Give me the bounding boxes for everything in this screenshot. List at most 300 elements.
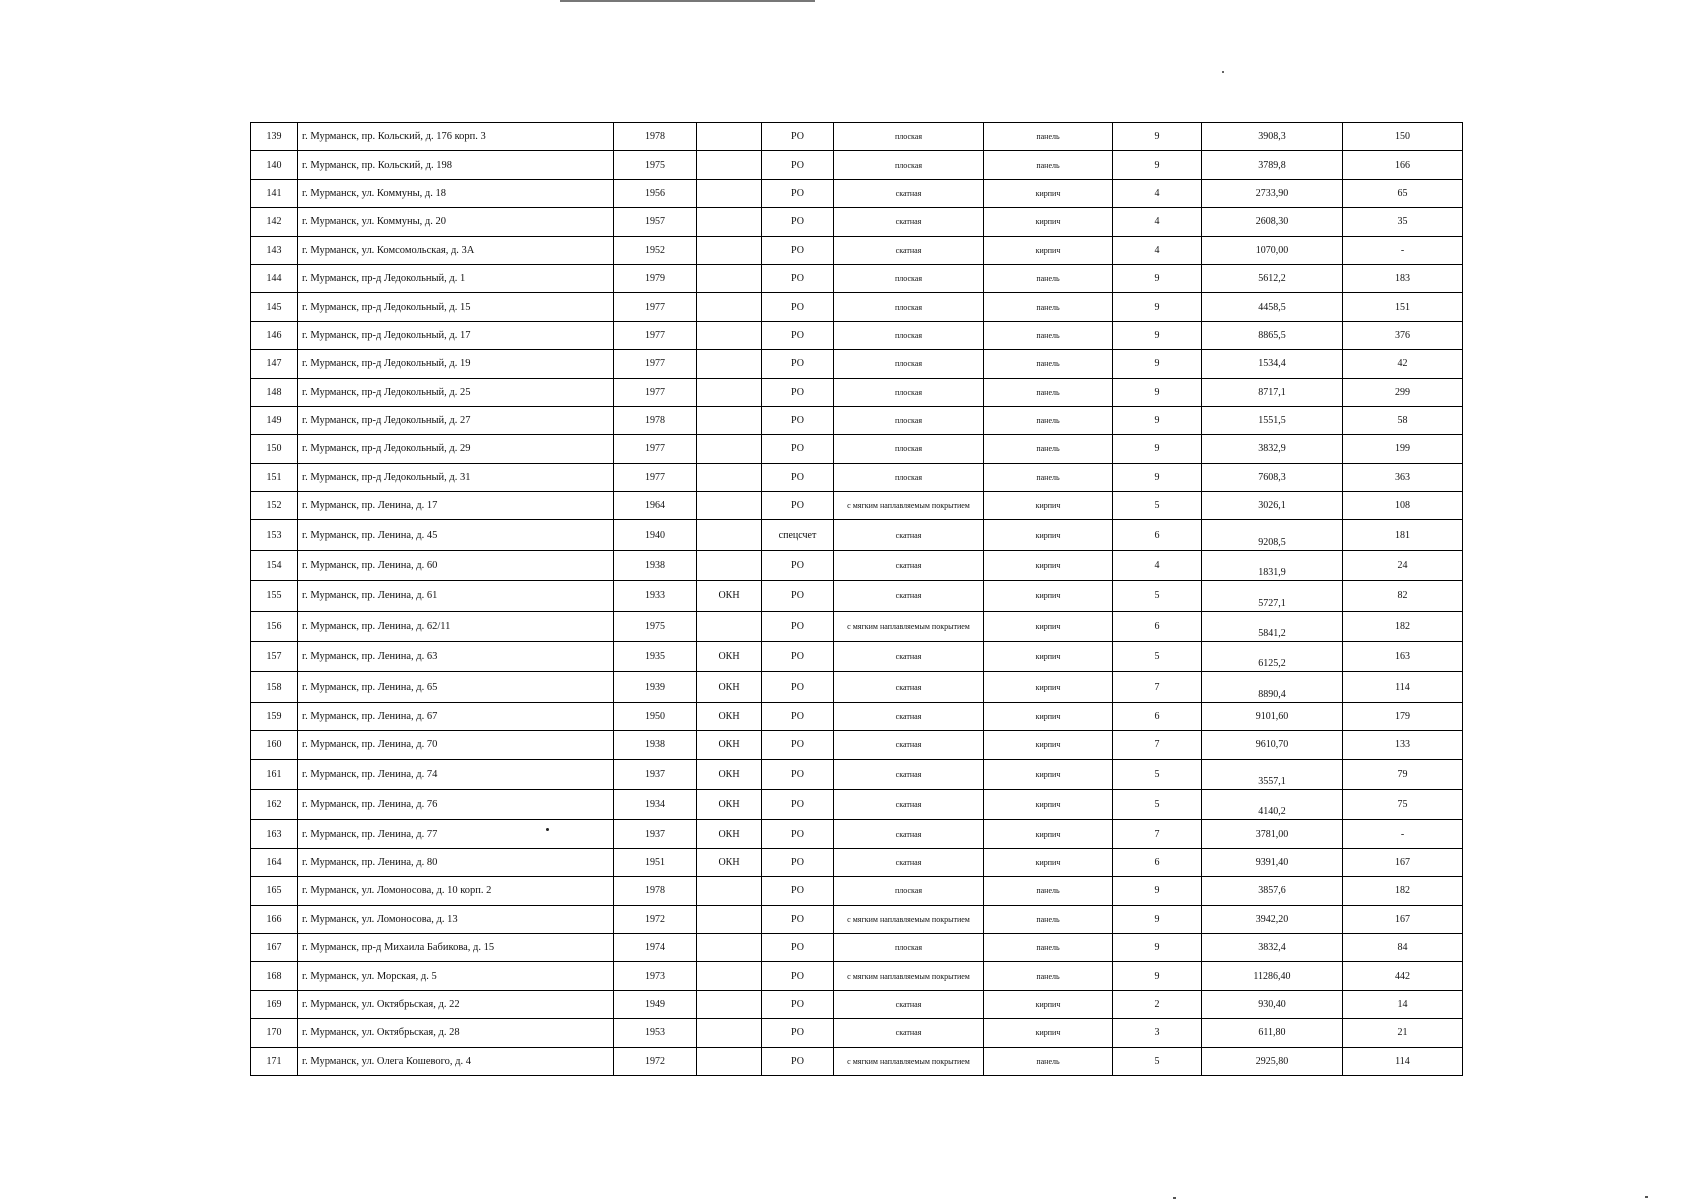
area-cell: 2608,30 (1202, 208, 1343, 236)
address-cell: г. Мурманск, пр. Ленина, д. 76 (298, 789, 614, 819)
floors-cell: 5 (1113, 1047, 1202, 1075)
address-cell: г. Мурманск, пр-д Ледокольный, д. 15 (298, 293, 614, 321)
row-number-cell: 152 (251, 492, 298, 520)
floors-cell: 6 (1113, 520, 1202, 550)
address-cell: г. Мурманск, пр-д Ледокольный, д. 31 (298, 463, 614, 491)
table-row (251, 731, 1463, 759)
row-number-cell: 160 (251, 731, 298, 759)
heritage-status-cell: ОКН (697, 789, 762, 819)
residents-cell: - (1343, 820, 1463, 848)
residents-cell: 82 (1343, 581, 1463, 611)
table-row (251, 611, 1463, 641)
fund-method-cell: РО (762, 378, 834, 406)
wall-material-cell: панель (984, 435, 1113, 463)
heritage-status-cell: ОКН (697, 642, 762, 672)
row-number-cell: 148 (251, 378, 298, 406)
residents-cell: - (1343, 236, 1463, 264)
row-number-cell: 140 (251, 151, 298, 179)
year-built-cell: 1977 (614, 463, 697, 491)
wall-material-cell: панель (984, 293, 1113, 321)
row-number-cell: 150 (251, 435, 298, 463)
heritage-status-cell (697, 990, 762, 1018)
area-cell: 3781,00 (1202, 820, 1343, 848)
row-number-cell: 163 (251, 820, 298, 848)
table-row (251, 520, 1463, 550)
row-number-cell: 161 (251, 759, 298, 789)
roof-type-cell: плоская (834, 151, 984, 179)
heritage-status-cell (697, 1019, 762, 1047)
floors-cell: 5 (1113, 642, 1202, 672)
wall-material-cell: кирпич (984, 1019, 1113, 1047)
year-built-cell: 1952 (614, 236, 697, 264)
roof-type-cell: скатная (834, 820, 984, 848)
residents-cell: 376 (1343, 321, 1463, 349)
row-number-cell: 156 (251, 611, 298, 641)
row-number-cell: 144 (251, 264, 298, 292)
row-number-cell: 159 (251, 702, 298, 730)
wall-material-cell: кирпич (984, 702, 1113, 730)
floors-cell: 9 (1113, 151, 1202, 179)
floors-cell: 2 (1113, 990, 1202, 1018)
residents-cell: 183 (1343, 264, 1463, 292)
roof-type-cell: скатная (834, 179, 984, 207)
fund-method-cell: РО (762, 642, 834, 672)
roof-type-cell: плоская (834, 123, 984, 151)
area-cell: 6125,2 (1202, 642, 1343, 672)
residents-cell: 58 (1343, 406, 1463, 434)
roof-type-cell: скатная (834, 642, 984, 672)
row-number-cell: 166 (251, 905, 298, 933)
area-cell: 8717,1 (1202, 378, 1343, 406)
floors-cell: 6 (1113, 611, 1202, 641)
area-cell: 1534,4 (1202, 350, 1343, 378)
area-cell: 5727,1 (1202, 581, 1343, 611)
area-cell: 8890,4 (1202, 672, 1343, 702)
area-cell: 3857,6 (1202, 877, 1343, 905)
year-built-cell: 1939 (614, 672, 697, 702)
row-number-cell: 162 (251, 789, 298, 819)
area-cell: 3832,4 (1202, 933, 1343, 961)
floors-cell: 9 (1113, 463, 1202, 491)
heritage-status-cell: ОКН (697, 581, 762, 611)
wall-material-cell: панель (984, 877, 1113, 905)
address-cell: г. Мурманск, ул. Ломоносова, д. 10 корп. 2 (298, 877, 614, 905)
fund-method-cell: РО (762, 877, 834, 905)
roof-type-cell: плоская (834, 350, 984, 378)
wall-material-cell: панель (984, 962, 1113, 990)
row-number-cell: 149 (251, 406, 298, 434)
fund-method-cell: РО (762, 581, 834, 611)
row-number-cell: 155 (251, 581, 298, 611)
fund-method-cell: РО (762, 759, 834, 789)
fund-method-cell: РО (762, 611, 834, 641)
year-built-cell: 1938 (614, 550, 697, 580)
heritage-status-cell (697, 236, 762, 264)
address-cell: г. Мурманск, пр-д Ледокольный, д. 29 (298, 435, 614, 463)
year-built-cell: 1978 (614, 123, 697, 151)
area-cell: 3832,9 (1202, 435, 1343, 463)
year-built-cell: 1975 (614, 611, 697, 641)
roof-type-cell: скатная (834, 550, 984, 580)
roof-type-cell: плоская (834, 435, 984, 463)
floors-cell: 5 (1113, 759, 1202, 789)
year-built-cell: 1949 (614, 990, 697, 1018)
table-row (251, 264, 1463, 292)
fund-method-cell: РО (762, 293, 834, 321)
row-number-cell: 147 (251, 350, 298, 378)
fund-method-cell: РО (762, 731, 834, 759)
wall-material-cell: кирпич (984, 492, 1113, 520)
address-cell: г. Мурманск, пр. Ленина, д. 45 (298, 520, 614, 550)
fund-method-cell: РО (762, 933, 834, 961)
area-cell: 3908,3 (1202, 123, 1343, 151)
roof-type-cell: скатная (834, 789, 984, 819)
area-cell: 9208,5 (1202, 520, 1343, 550)
address-cell: г. Мурманск, пр. Ленина, д. 74 (298, 759, 614, 789)
floors-cell: 9 (1113, 962, 1202, 990)
address-cell: г. Мурманск, пр. Кольский, д. 198 (298, 151, 614, 179)
area-cell: 9391,40 (1202, 848, 1343, 876)
table-row (251, 123, 1463, 151)
table-row (251, 877, 1463, 905)
fund-method-cell: РО (762, 151, 834, 179)
area-cell: 4140,2 (1202, 789, 1343, 819)
residents-cell: 114 (1343, 1047, 1463, 1075)
residents-cell: 299 (1343, 378, 1463, 406)
area-cell: 3789,8 (1202, 151, 1343, 179)
residents-cell: 84 (1343, 933, 1463, 961)
row-number-cell: 164 (251, 848, 298, 876)
fund-method-cell: РО (762, 264, 834, 292)
fund-method-cell: РО (762, 672, 834, 702)
year-built-cell: 1977 (614, 293, 697, 321)
wall-material-cell: кирпич (984, 550, 1113, 580)
fund-method-cell: РО (762, 905, 834, 933)
residents-cell: 114 (1343, 672, 1463, 702)
wall-material-cell: панель (984, 264, 1113, 292)
row-number-cell: 151 (251, 463, 298, 491)
area-cell: 2925,80 (1202, 1047, 1343, 1075)
scan-speck (1173, 1197, 1176, 1199)
wall-material-cell: кирпич (984, 179, 1113, 207)
wall-material-cell: панель (984, 406, 1113, 434)
year-built-cell: 1977 (614, 378, 697, 406)
wall-material-cell: кирпич (984, 672, 1113, 702)
fund-method-cell: РО (762, 236, 834, 264)
roof-type-cell: скатная (834, 731, 984, 759)
roof-type-cell: плоская (834, 877, 984, 905)
heritage-status-cell: ОКН (697, 672, 762, 702)
heritage-status-cell (697, 1047, 762, 1075)
heritage-status-cell (697, 264, 762, 292)
address-cell: г. Мурманск, ул. Морская, д. 5 (298, 962, 614, 990)
year-built-cell: 1964 (614, 492, 697, 520)
wall-material-cell: кирпич (984, 611, 1113, 641)
year-built-cell: 1938 (614, 731, 697, 759)
fund-method-cell: РО (762, 350, 834, 378)
row-number-cell: 154 (251, 550, 298, 580)
area-cell: 4458,5 (1202, 293, 1343, 321)
year-built-cell: 1977 (614, 435, 697, 463)
roof-type-cell: скатная (834, 520, 984, 550)
roof-type-cell: скатная (834, 990, 984, 1018)
residents-cell: 108 (1343, 492, 1463, 520)
row-number-cell: 142 (251, 208, 298, 236)
residents-cell: 182 (1343, 877, 1463, 905)
floors-cell: 7 (1113, 672, 1202, 702)
floors-cell: 5 (1113, 581, 1202, 611)
scan-speck (1222, 71, 1224, 73)
table-row (251, 789, 1463, 819)
row-number-cell: 171 (251, 1047, 298, 1075)
table-row (251, 550, 1463, 580)
year-built-cell: 1978 (614, 877, 697, 905)
roof-type-cell: плоская (834, 463, 984, 491)
table-row (251, 151, 1463, 179)
area-cell: 8865,5 (1202, 321, 1343, 349)
fund-method-cell: РО (762, 962, 834, 990)
row-number-cell: 168 (251, 962, 298, 990)
wall-material-cell: панель (984, 378, 1113, 406)
floors-cell: 3 (1113, 1019, 1202, 1047)
area-cell: 9610,70 (1202, 731, 1343, 759)
wall-material-cell: кирпич (984, 236, 1113, 264)
wall-material-cell: кирпич (984, 820, 1113, 848)
residents-cell: 363 (1343, 463, 1463, 491)
fund-method-cell: РО (762, 990, 834, 1018)
address-cell: г. Мурманск, пр. Ленина, д. 65 (298, 672, 614, 702)
roof-type-cell: плоская (834, 406, 984, 434)
wall-material-cell: панель (984, 151, 1113, 179)
residents-cell: 133 (1343, 731, 1463, 759)
table-row (251, 702, 1463, 730)
fund-method-cell: РО (762, 179, 834, 207)
heritage-status-cell (697, 463, 762, 491)
floors-cell: 9 (1113, 350, 1202, 378)
residents-cell: 75 (1343, 789, 1463, 819)
heritage-status-cell (697, 208, 762, 236)
fund-method-cell: РО (762, 1019, 834, 1047)
area-cell: 7608,3 (1202, 463, 1343, 491)
table-row (251, 933, 1463, 961)
wall-material-cell: панель (984, 350, 1113, 378)
floors-cell: 4 (1113, 179, 1202, 207)
address-cell: г. Мурманск, пр-д Ледокольный, д. 27 (298, 406, 614, 434)
heritage-status-cell: ОКН (697, 820, 762, 848)
year-built-cell: 1972 (614, 905, 697, 933)
floors-cell: 7 (1113, 731, 1202, 759)
heritage-status-cell: ОКН (697, 759, 762, 789)
row-number-cell: 169 (251, 990, 298, 1018)
area-cell: 611,80 (1202, 1019, 1343, 1047)
heritage-status-cell (697, 550, 762, 580)
address-cell: г. Мурманск, пр-д Ледокольный, д. 25 (298, 378, 614, 406)
floors-cell: 9 (1113, 378, 1202, 406)
heritage-status-cell (697, 905, 762, 933)
heritage-status-cell (697, 933, 762, 961)
table-row (251, 321, 1463, 349)
year-built-cell: 1973 (614, 962, 697, 990)
address-cell: г. Мурманск, пр. Ленина, д. 70 (298, 731, 614, 759)
floors-cell: 9 (1113, 321, 1202, 349)
residents-cell: 150 (1343, 123, 1463, 151)
row-number-cell: 158 (251, 672, 298, 702)
area-cell: 3942,20 (1202, 905, 1343, 933)
residents-cell: 35 (1343, 208, 1463, 236)
address-cell: г. Мурманск, пр. Ленина, д. 17 (298, 492, 614, 520)
floors-cell: 7 (1113, 820, 1202, 848)
address-cell: г. Мурманск, пр-д Ледокольный, д. 1 (298, 264, 614, 292)
row-number-cell: 165 (251, 877, 298, 905)
fund-method-cell: РО (762, 789, 834, 819)
year-built-cell: 1940 (614, 520, 697, 550)
housing-registry-table (250, 122, 1463, 1076)
fund-method-cell: РО (762, 848, 834, 876)
row-number-cell: 139 (251, 123, 298, 151)
table-row (251, 905, 1463, 933)
fund-method-cell: РО (762, 435, 834, 463)
heritage-status-cell: ОКН (697, 848, 762, 876)
roof-type-cell: плоская (834, 264, 984, 292)
wall-material-cell: панель (984, 321, 1113, 349)
floors-cell: 9 (1113, 877, 1202, 905)
heritage-status-cell (697, 492, 762, 520)
address-cell: г. Мурманск, ул. Олега Кошевого, д. 4 (298, 1047, 614, 1075)
floors-cell: 9 (1113, 264, 1202, 292)
heritage-status-cell (697, 123, 762, 151)
floors-cell: 9 (1113, 933, 1202, 961)
residents-cell: 179 (1343, 702, 1463, 730)
year-built-cell: 1935 (614, 642, 697, 672)
roof-type-cell: с мягким наплавляемым покрытием (834, 905, 984, 933)
address-cell: г. Мурманск, пр-д Михаила Бабикова, д. 15 (298, 933, 614, 961)
floors-cell: 9 (1113, 406, 1202, 434)
year-built-cell: 1951 (614, 848, 697, 876)
table-row (251, 179, 1463, 207)
scan-speck (1645, 1196, 1648, 1198)
fund-method-cell: РО (762, 463, 834, 491)
wall-material-cell: кирпич (984, 789, 1113, 819)
residents-cell: 24 (1343, 550, 1463, 580)
year-built-cell: 1978 (614, 406, 697, 434)
residents-cell: 167 (1343, 905, 1463, 933)
heritage-status-cell (697, 378, 762, 406)
residents-cell: 166 (1343, 151, 1463, 179)
year-built-cell: 1934 (614, 789, 697, 819)
year-built-cell: 1979 (614, 264, 697, 292)
roof-type-cell: плоская (834, 933, 984, 961)
heritage-status-cell (697, 435, 762, 463)
roof-type-cell: скатная (834, 848, 984, 876)
table-row (251, 962, 1463, 990)
table-row (251, 672, 1463, 702)
wall-material-cell: кирпич (984, 990, 1113, 1018)
heritage-status-cell: ОКН (697, 702, 762, 730)
heritage-status-cell (697, 179, 762, 207)
roof-type-cell: скатная (834, 236, 984, 264)
row-number-cell: 167 (251, 933, 298, 961)
year-built-cell: 1972 (614, 1047, 697, 1075)
wall-material-cell: панель (984, 905, 1113, 933)
row-number-cell: 146 (251, 321, 298, 349)
floors-cell: 4 (1113, 236, 1202, 264)
heritage-status-cell (697, 321, 762, 349)
floors-cell: 9 (1113, 905, 1202, 933)
address-cell: г. Мурманск, ул. Комсомольская, д. 3А (298, 236, 614, 264)
address-cell: г. Мурманск, пр. Ленина, д. 67 (298, 702, 614, 730)
address-cell: г. Мурманск, ул. Коммуны, д. 20 (298, 208, 614, 236)
fund-method-cell: РО (762, 550, 834, 580)
roof-type-cell: с мягким наплавляемым покрытием (834, 492, 984, 520)
heritage-status-cell (697, 350, 762, 378)
area-cell: 930,40 (1202, 990, 1343, 1018)
wall-material-cell: кирпич (984, 642, 1113, 672)
wall-material-cell: панель (984, 463, 1113, 491)
year-built-cell: 1937 (614, 759, 697, 789)
heritage-status-cell (697, 962, 762, 990)
heritage-status-cell (697, 520, 762, 550)
address-cell: г. Мурманск, пр-д Ледокольный, д. 19 (298, 350, 614, 378)
registry-body (251, 123, 1463, 1076)
area-cell: 1551,5 (1202, 406, 1343, 434)
fund-method-cell: РО (762, 123, 834, 151)
table-row (251, 820, 1463, 848)
floors-cell: 9 (1113, 293, 1202, 321)
year-built-cell: 1953 (614, 1019, 697, 1047)
fund-method-cell: РО (762, 406, 834, 434)
table-row (251, 642, 1463, 672)
table-row (251, 990, 1463, 1018)
table-row (251, 759, 1463, 789)
residents-cell: 14 (1343, 990, 1463, 1018)
floors-cell: 5 (1113, 789, 1202, 819)
table-row (251, 406, 1463, 434)
roof-type-cell: скатная (834, 672, 984, 702)
table-row (251, 293, 1463, 321)
area-cell: 5841,2 (1202, 611, 1343, 641)
floors-cell: 6 (1113, 848, 1202, 876)
table-row (251, 848, 1463, 876)
floors-cell: 4 (1113, 550, 1202, 580)
heritage-status-cell (697, 406, 762, 434)
heritage-status-cell (697, 877, 762, 905)
table-row (251, 1047, 1463, 1075)
year-built-cell: 1975 (614, 151, 697, 179)
fund-method-cell: РО (762, 702, 834, 730)
floors-cell: 5 (1113, 492, 1202, 520)
floors-cell: 9 (1113, 123, 1202, 151)
residents-cell: 21 (1343, 1019, 1463, 1047)
floors-cell: 9 (1113, 435, 1202, 463)
address-cell: г. Мурманск, пр. Ленина, д. 62/11 (298, 611, 614, 641)
year-built-cell: 1974 (614, 933, 697, 961)
address-cell: г. Мурманск, ул. Коммуны, д. 18 (298, 179, 614, 207)
address-cell: г. Мурманск, пр. Кольский, д. 176 корп. 3 (298, 123, 614, 151)
row-number-cell: 145 (251, 293, 298, 321)
area-cell: 3557,1 (1202, 759, 1343, 789)
table-row (251, 378, 1463, 406)
fund-method-cell: РО (762, 321, 834, 349)
wall-material-cell: кирпич (984, 208, 1113, 236)
address-cell: г. Мурманск, пр. Ленина, д. 61 (298, 581, 614, 611)
address-cell: г. Мурманск, пр. Ленина, д. 63 (298, 642, 614, 672)
wall-material-cell: панель (984, 933, 1113, 961)
year-built-cell: 1956 (614, 179, 697, 207)
wall-material-cell: кирпич (984, 759, 1113, 789)
area-cell: 5612,2 (1202, 264, 1343, 292)
year-built-cell: 1957 (614, 208, 697, 236)
table-row (251, 236, 1463, 264)
